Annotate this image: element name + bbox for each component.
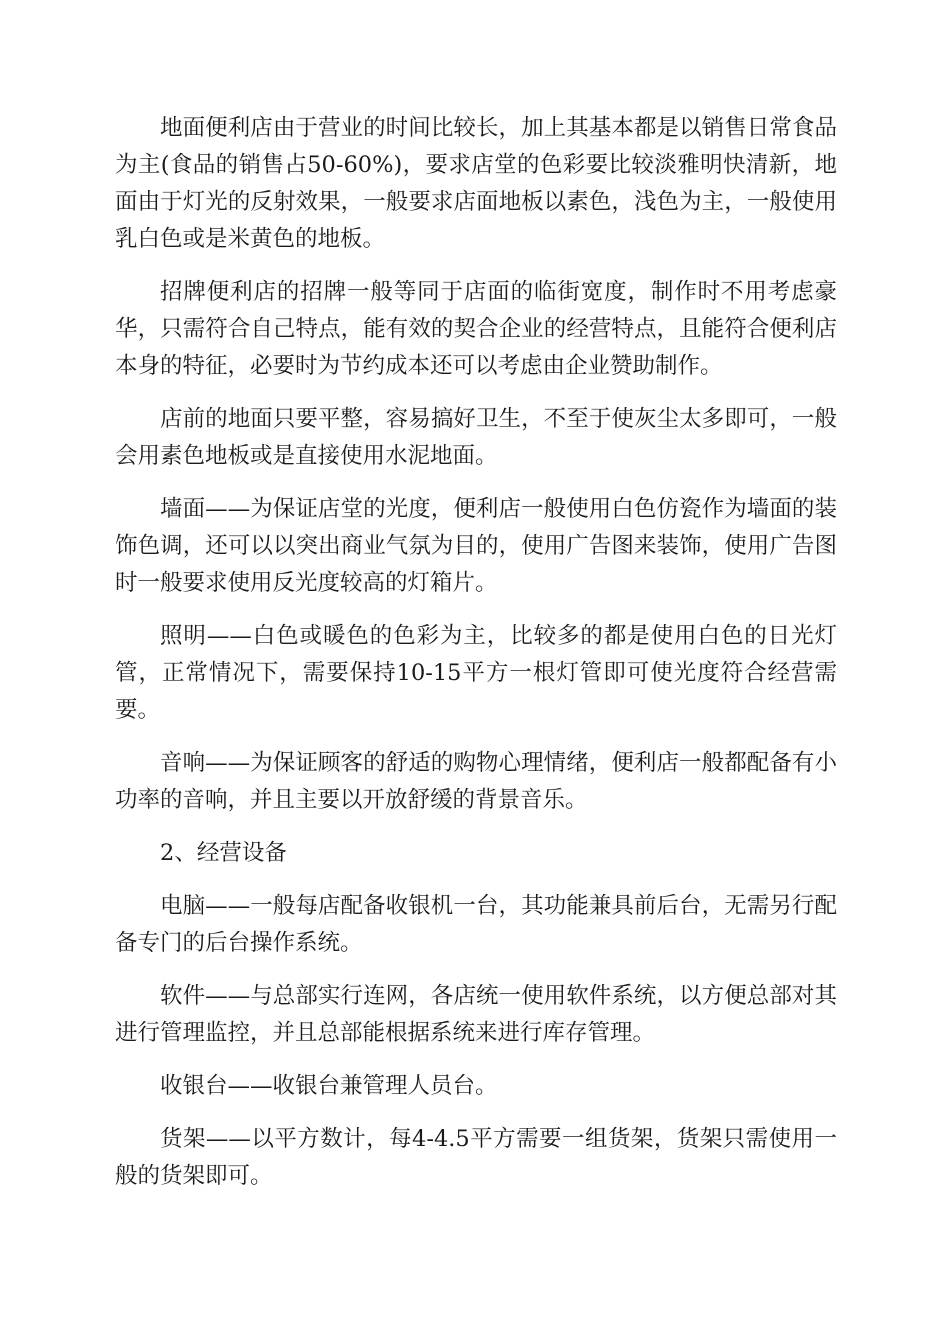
paragraph-wall: 墙面——为保证店堂的光度，便利店一般使用白色仿瓷作为墙面的装饰色调，还可以以突出商业气氛为目的，使用广告图来装饰，使用广告图时一般要求使用反光度较高的灯箱片。	[115, 496, 837, 596]
paragraph-computer: 电脑——一般每店配备收银机一台，其功能兼具前后台，无需另行配备专门的后台操作系统。	[115, 893, 837, 956]
document-body	[115, 110, 837, 1211]
paragraph-floor: 地面便利店由于营业的时间比较长，加上其基本都是以销售日常食品为主(食品的销售占50-60%)，要求店堂的色彩要比较淡雅明快清新，地面由于灯光的反射效果，一般要求店面地板以素色，浅色为主，一般使用乳白色或是米黄色的地板。	[115, 115, 837, 252]
paragraph-audio: 音响——为保证顾客的舒适的购物心理情绪，便利店一般都配备有小功率的音响，并且主要以开放舒缓的背景音乐。	[115, 750, 837, 813]
paragraph-storefront-ground: 店前的地面只要平整，容易搞好卫生，不至于使灰尘太多即可，一般会用素色地板或是直接使用水泥地面。	[115, 406, 837, 469]
paragraph-checkout-counter: 收银台——收银台兼管理人员台。	[160, 1073, 498, 1099]
section-heading-equipment: 2、经营设备	[160, 840, 287, 866]
paragraph-signboard: 招牌便利店的招牌一般等同于店面的临街宽度，制作时不用考虑豪华，只需符合自己特点，能有效的契合企业的经营特点，且能符合便利店本身的特征，必要时为节约成本还可以考虑由企业赞助制作。	[115, 279, 837, 379]
paragraph-lighting: 照明——白色或暖色的色彩为主，比较多的都是使用白色的日光灯管，正常情况下，需要保持10-15平方一根灯管即可使光度符合经营需要。	[115, 623, 837, 723]
paragraph-shelves: 货架——以平方数计，每4-4.5平方需要一组货架，货架只需使用一般的货架即可。	[115, 1126, 837, 1189]
paragraph-software: 软件——与总部实行连网，各店统一使用软件系统，以方便总部对其进行管理监控，并且总部能根据系统来进行库存管理。	[115, 983, 837, 1046]
